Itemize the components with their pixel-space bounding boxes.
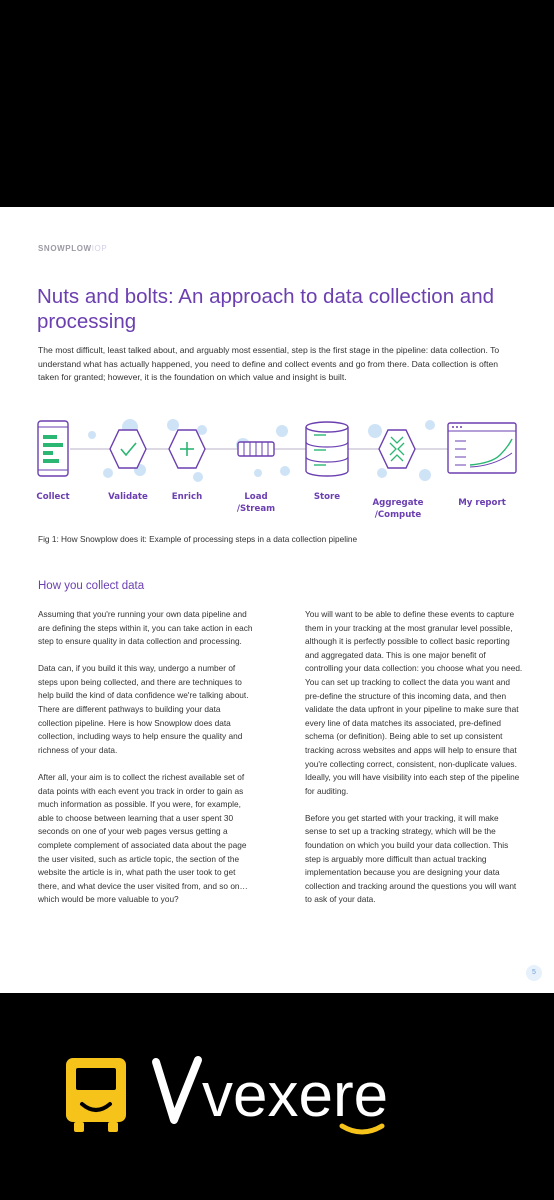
step-label-store: Store xyxy=(313,492,341,502)
database-icon xyxy=(306,422,348,476)
step-label-enrich: Enrich xyxy=(171,492,203,502)
paragraph: Assuming that you're running your own data pipeline and are defining the steps within it, you can take action in each step to ensure quality in data collection and processing. xyxy=(38,609,253,647)
section-heading: How you collect data xyxy=(38,580,145,592)
step-label-validate: Validate xyxy=(108,492,148,502)
column-right xyxy=(305,608,523,920)
brand-header: SNOWPLOWIOP xyxy=(38,244,108,253)
vexere-wordmark xyxy=(156,1060,388,1132)
report-chart-icon xyxy=(448,423,516,473)
step-label-stream: /Stream xyxy=(236,504,276,514)
step-label-collect: Collect xyxy=(36,492,70,502)
vexere-logo xyxy=(64,1050,434,1140)
document-page xyxy=(0,207,554,993)
intro-paragraph: The most difficult, least talked about, and arguably most essential, step is the first stage in the pipeline: data collection. To understand what has actually happened, you need to define and collect events and go from there. Data collection is often taken for granted; however, it is the foundation on which value and insight is built. xyxy=(38,345,500,382)
compute-icon xyxy=(379,430,415,468)
figure-caption: Fig 1: How Snowplow does it: Example of processing steps in a data collection pipeline xyxy=(38,534,358,544)
paragraph: You will want to be able to define these events to capture them in your tracking at the most granular level possible, although it is perfectly possible to collect basic reporting and aggregated data. This is one major benefit of controlling your data collection: you choose what you need. You can set up tracking to collect the data you want and pre-define the structure of this incoming data, and then validate the data upfront in your pipeline to make sure that every line of data matches its associated, pre-defined schema (or definition). Being able to set up consistent tracking across websites and apps will help to ensure that you're collecting correct, consistent, non-duplicate values. Ideally, you will have visibility into each step of the pipeline for auditing. xyxy=(305,609,523,796)
page-number-badge: 5 xyxy=(526,965,542,981)
column-left xyxy=(38,608,256,920)
bus-icon xyxy=(66,1058,126,1132)
pipeline-diagram xyxy=(30,415,530,525)
paragraph: Before you get started with your tracking, it will make sense to set up a tracking strategy, which will be the foundation on which you build your data collection. This step is arguably more difficult than actual tracking implementation because you are designing your data collection and tracking around the questions you will want to ask of your data. xyxy=(305,812,517,905)
check-icon xyxy=(110,430,146,468)
paragraph: After all, your aim is to collect the richest available set of data points with each event you track in order to gain as much information as possible. If you were, for example, able to choose between learning that a user spent 30 seconds on one of your web pages versus getting a complete complement of associated data about the page the user visited, such as article topic, the section of the website the article is in, what path the user took to get there, and what device the user visited from, and so on… which would be more valuable to you? xyxy=(38,771,248,905)
svg-text:vexere: vexere xyxy=(202,1061,389,1130)
stream-icon xyxy=(238,442,274,456)
page-title: Nuts and bolts: An approach to data collection and processing xyxy=(37,285,495,333)
phone-icon xyxy=(38,421,68,476)
paragraph: Data can, if you build it this way, undergo a number of steps upon being collected, and there are techniques to help build the kind of data confidence we're talking about. There are different pathways to building your data collection pipeline. Here is how Snowplow does data collection, including ways to help ensure the quality and richness of your data. xyxy=(38,663,249,755)
step-label-load: Load xyxy=(244,492,268,502)
step-label-compute: /Compute xyxy=(374,510,422,520)
plus-icon xyxy=(169,430,205,468)
step-label-report: My report xyxy=(458,498,506,508)
step-label-aggregate: Aggregate xyxy=(372,498,424,508)
